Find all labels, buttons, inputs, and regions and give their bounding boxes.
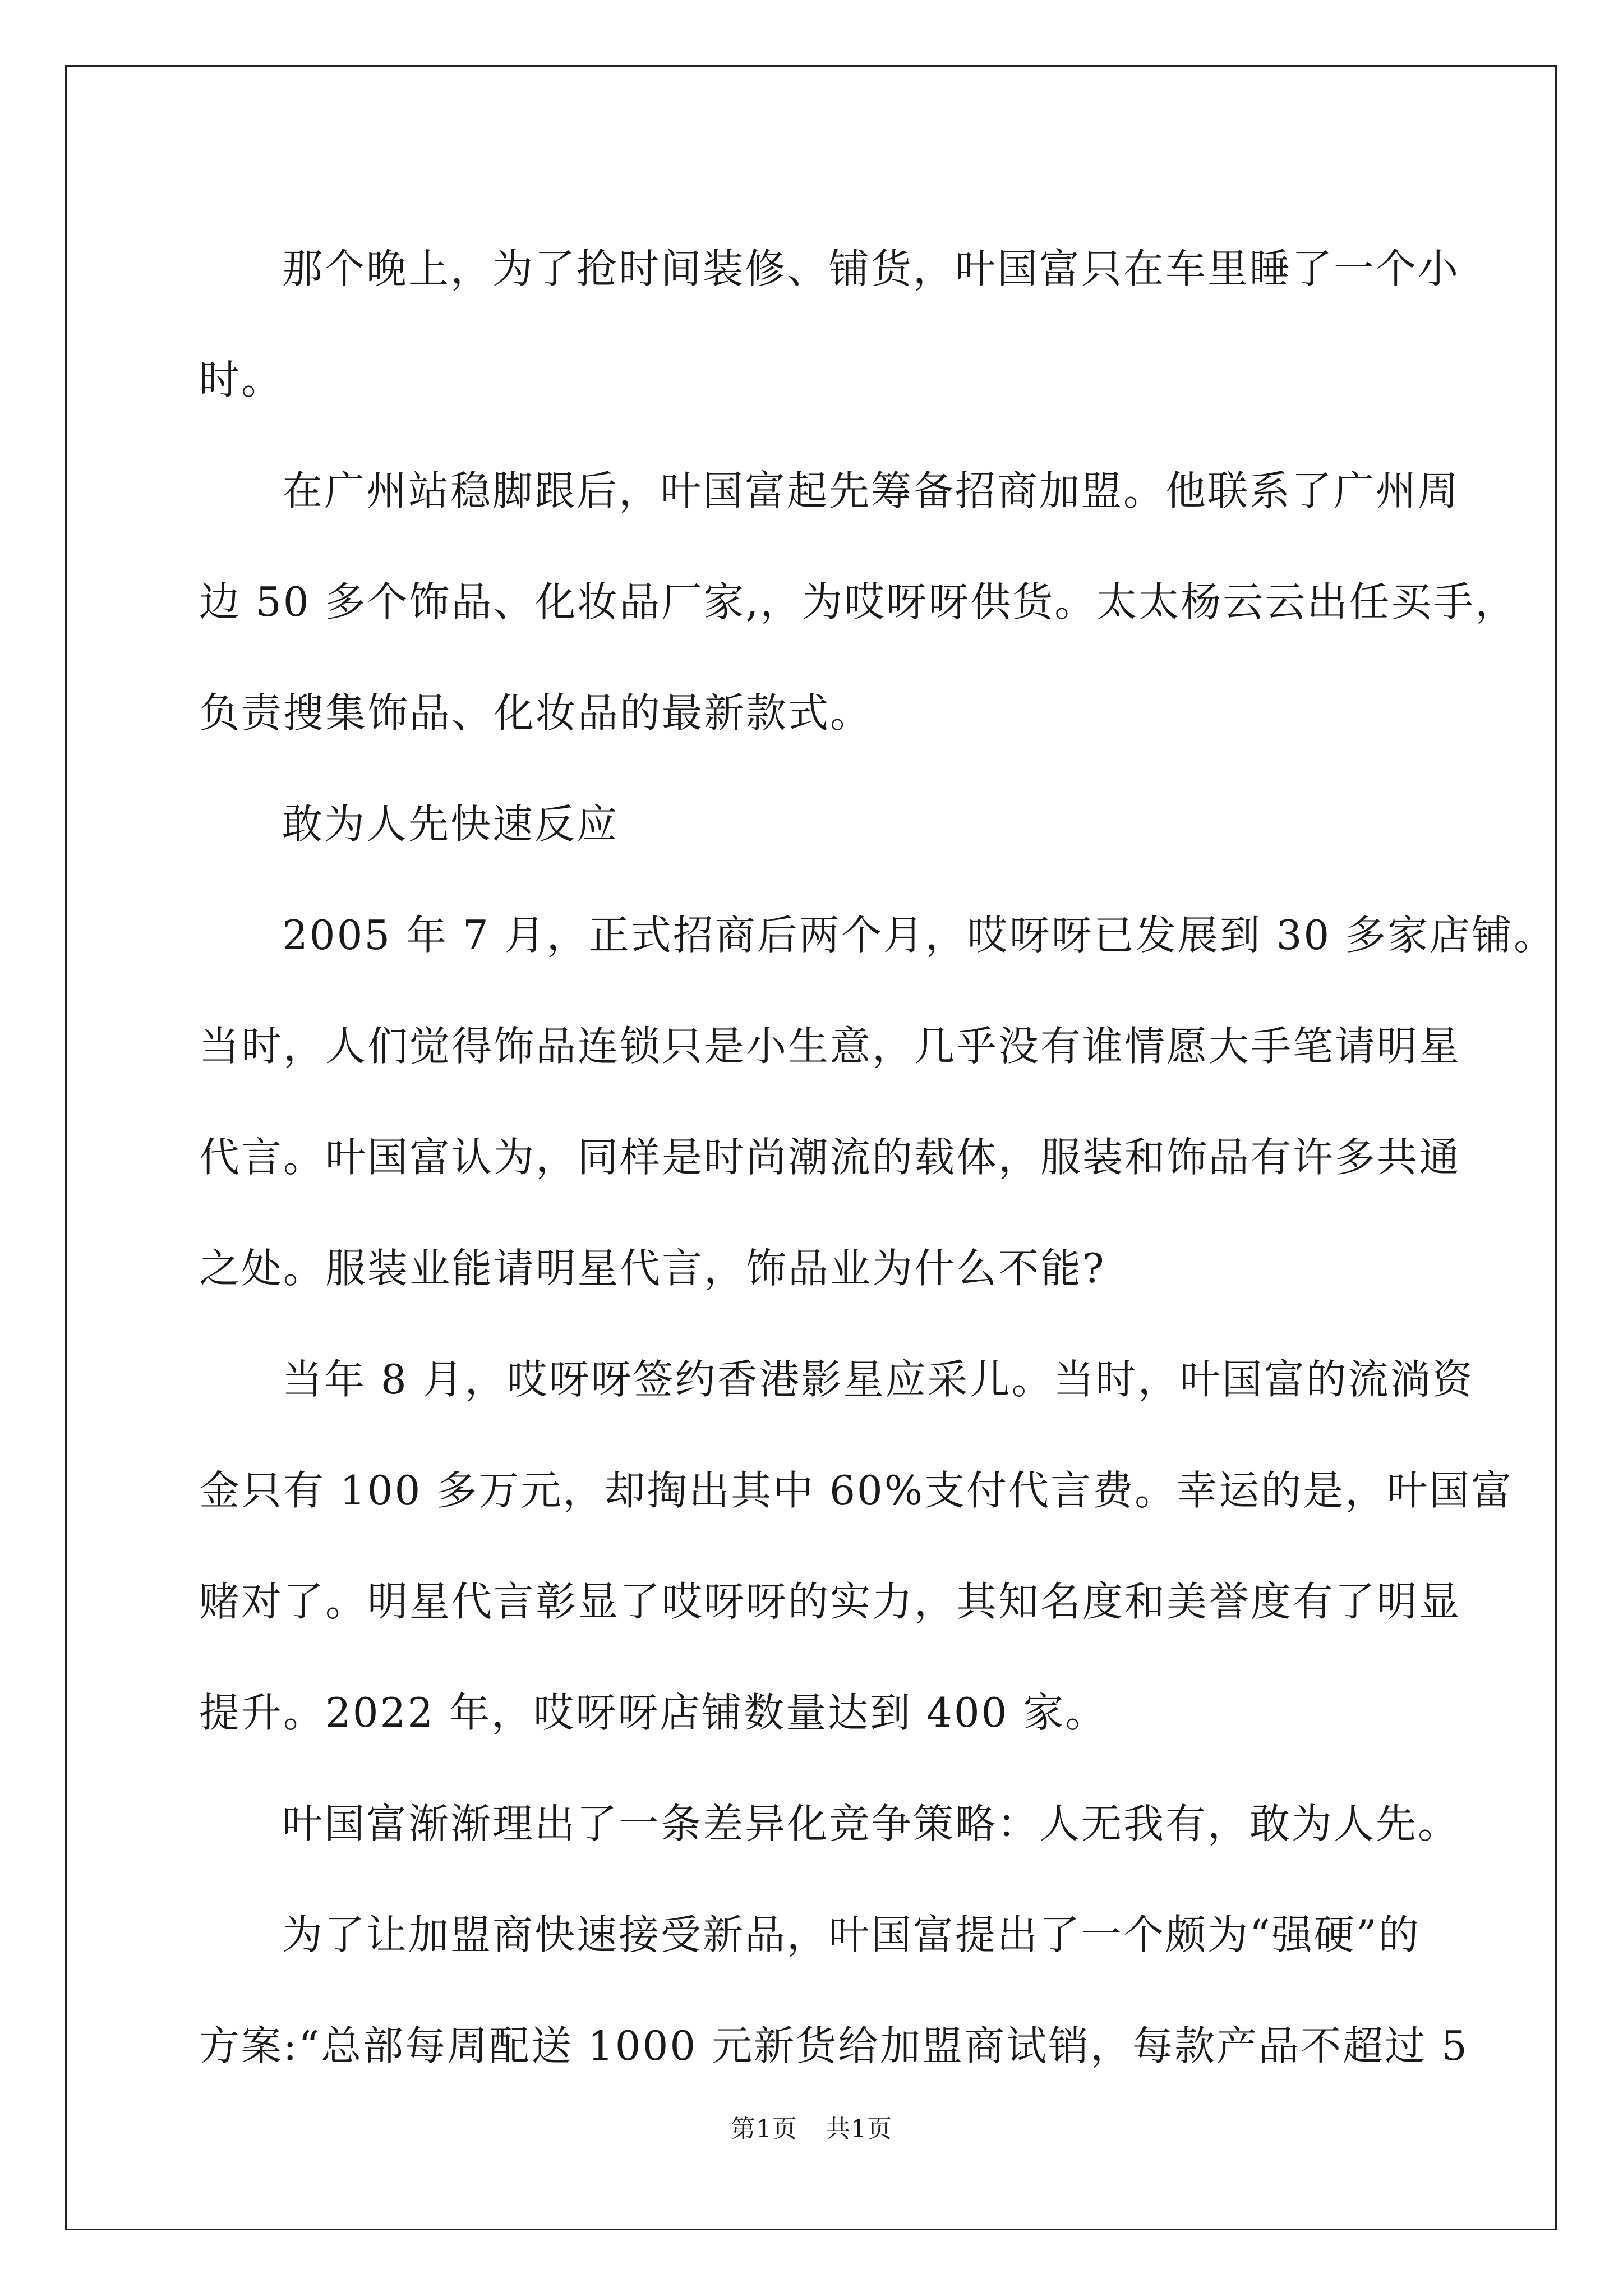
text-line: 叶国富渐渐理出了一条差异化竞争策略：人无我有，敢为人先。 (282, 1800, 1460, 1847)
text-line: 之处。服装业能请明星代言，饰品业为什么不能? (199, 1245, 1106, 1292)
text-line: 赌对了。明星代言彰显了哎呀呀的实力，其知名度和美誉度有了明显 (199, 1578, 1461, 1625)
page-number: 第1页 (731, 2115, 797, 2143)
text-line: 金只有 100 多万元，却掏出其中 60%支付代言费。幸运的是，叶国富 (199, 1467, 1514, 1514)
text-line: 当年 8 月，哎呀呀签约香港影星应采儿。当时，叶国富的流淌资 (282, 1356, 1474, 1403)
text-line: 那个晚上，为了抢时间装修、铺货，叶国富只在车里睡了一个小 (282, 245, 1460, 292)
text-line: 在广州站稳脚跟后，叶国富起先筹备招商加盟。他联系了广州周 (282, 467, 1460, 514)
text-line: 当时，人们觉得饰品连锁只是小生意，几乎没有谁情愿大手笔请明星 (199, 1023, 1461, 1070)
text-line: 方案:“总部每周配送 1000 元新货给加盟商试销，每款产品不超过 5 (199, 2022, 1469, 2069)
text-line: 为了让加盟商快速接受新品，叶国富提出了一个颇为“强硬”的 (282, 1911, 1421, 1958)
section-heading: 敢为人先快速反应 (282, 800, 619, 848)
text-line: 时。 (199, 356, 284, 403)
page-total: 共1页 (826, 2115, 892, 2143)
text-line: 提升。2022 年，哎呀呀店铺数量达到 400 家。 (199, 1689, 1108, 1736)
text-line: 边 50 多个饰品、化妆品厂家,，为哎呀呀供货。太太杨云云出任买手， (199, 578, 1518, 625)
text-line: 2005 年 7 月，正式招商后两个月，哎呀呀已发展到 30 多家店铺。 (282, 912, 1556, 959)
text-line: 负责搜集饰品、化妆品的最新款式。 (199, 689, 873, 737)
page-footer (0, 2113, 1623, 2146)
text-line: 代言。叶国富认为，同样是时尚潮流的载体，服装和饰品有许多共通 (199, 1134, 1461, 1181)
document-body (199, 213, 1556, 2101)
